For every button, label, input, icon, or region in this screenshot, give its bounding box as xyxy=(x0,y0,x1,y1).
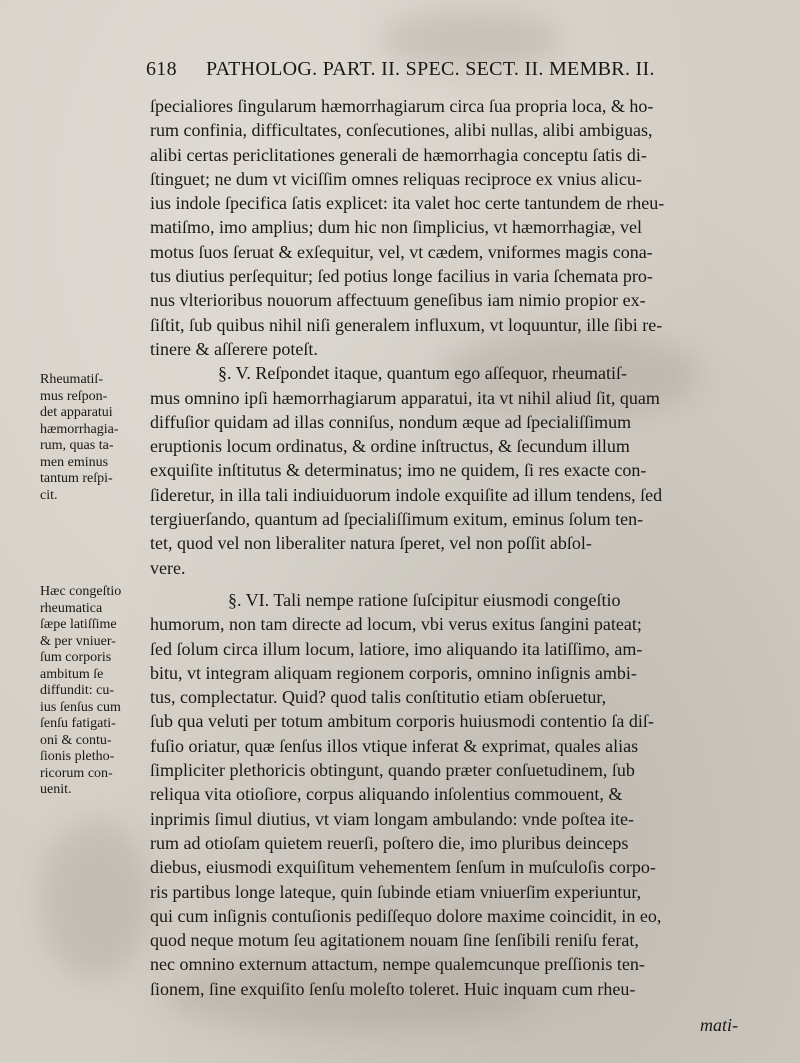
marginal-line: mus reſpon- xyxy=(40,388,108,404)
marginal-line: oni & contu- xyxy=(40,732,112,748)
marginal-line: men eminus xyxy=(40,454,109,470)
text-line: nec omnino externum attactum, nempe qualemcunque preſſionis ten- xyxy=(150,954,645,975)
text-line: diebus, eiusmodi exquiſitum vehementem ſenſum in muſculoſis corpo- xyxy=(150,857,656,878)
text-line: ſiſtit, ſub quibus nihil niſi generalem influxum, vt loquuntur, ille ſibi re- xyxy=(150,314,663,335)
text-line: ſideretur, in illa tali indiuiduorum indole exquiſite ad illum tendens, ſed xyxy=(150,484,663,505)
text-line: ius indole ſpecifica ſatis explicet: ita valet hoc certe tantundem de rheu- xyxy=(150,193,665,214)
marginal-line: ricorum con- xyxy=(40,765,113,781)
text-line: vere. xyxy=(150,557,186,578)
text-line: tet, quod vel non liberaliter natura ſperet, vel non poſſit abſol- xyxy=(150,533,592,554)
marginal-note-1 xyxy=(40,372,152,504)
text-line: ſed ſolum circa illum locum, latiore, imo aliquando ita latiſſimo, am- xyxy=(150,638,643,659)
catchword: mati- xyxy=(700,1015,738,1035)
text-line: motus ſuos ſeruat & exſequitur, vel, vt cædem, vniformes magis cona- xyxy=(150,241,653,262)
marginal-line: ſum corporis xyxy=(40,650,112,665)
text-line: qui cum inſignis contuſionis pediſſequo dolore maxime coincidit, in eo, xyxy=(150,905,662,926)
text-line: nus vlterioribus nouorum affectuum geneſibus iam nimio propior ex- xyxy=(150,290,646,311)
text-line: tinere & aſſerere poteſt. xyxy=(150,338,318,359)
marginal-line: hæmorrhagia- xyxy=(40,421,119,437)
marginal-line: rheumatica xyxy=(40,600,103,616)
marginal-line: det apparatui xyxy=(40,405,113,420)
marginal-line: rum, quas ta- xyxy=(40,438,114,453)
text-line: rum ad otioſam quietem reuerſi, poſtero die, imo pluribus deinceps xyxy=(150,832,629,853)
paper-stain xyxy=(40,820,150,980)
text-line: eruptionis locum ordinatus, & ordine inſtructus, & ſecundum illum xyxy=(150,436,630,457)
marginal-line: diffundit: cu- xyxy=(40,683,115,698)
text-line: reliqua vita otioſiore, corpus aliquando inſolentius commouent, & xyxy=(150,784,623,805)
text-line: ſtinguet; ne dum vt viciſſim omnes reliquas reciproce ex vnius alicu- xyxy=(150,168,642,189)
marginal-line: ambitum ſe xyxy=(40,666,104,682)
marginal-line: & per vniuer- xyxy=(40,633,116,649)
marginal-line: tantum reſpi- xyxy=(40,471,113,486)
text-line: bitu, vt integram aliquam regionem corporis, omnino inſignis ambi- xyxy=(150,662,637,683)
marginal-line: ſæpe latiſſime xyxy=(40,617,117,632)
section-6-heading-line: §. VI. Tali nempe ratione ſuſcipitur eiusmodi congeſtio xyxy=(228,589,621,610)
text-line: ſionem, ſine exquiſito ſenſu moleſto toleret. Huic inquam cum rheu- xyxy=(150,978,636,999)
running-header xyxy=(146,58,706,86)
text-line: tus, complectatur. Quid? quod talis conſtitutio etiam obſeruetur, xyxy=(150,687,607,708)
marginal-line: uenit. xyxy=(40,782,72,797)
text-line: ſimpliciter plethoricis obtingunt, quando præter conſuetudinem, ſub xyxy=(150,760,635,781)
text-line: ſpecialiores ſingularum hæmorrhagiarum circa ſua propria loca, & ho- xyxy=(150,96,654,116)
text-line: humorum, non tam directe ad locum, vbi verus exitus ſangini pateat; xyxy=(150,614,642,635)
text-line: quod neque motum ſeu agitationem nouam ſine ſenſibili reniſu ferat, xyxy=(150,930,639,951)
marginal-line: Hæc congeſtio xyxy=(40,584,122,599)
section-5-heading-line: §. V. Reſpondet itaque, quantum ego aſſequor, rheumatiſ- xyxy=(218,363,628,384)
marginal-line: cit. xyxy=(40,487,58,503)
text-line: inprimis ſimul diutius, vt viam longam ambulando: vnde poſtea ite- xyxy=(150,808,634,829)
marginal-line: ſionis pletho- xyxy=(40,749,115,764)
text-line: ſub qua veluti per totum ambitum corporis huiusmodi contentio ſa diſ- xyxy=(150,711,654,732)
text-line: ris partibus longe lateque, quin ſubinde etiam vniuerſim experiuntur, xyxy=(150,881,642,902)
running-title: PATHOLOG. PART. II. SPEC. SECT. II. MEMBR. II. xyxy=(206,58,655,80)
marginal-line: ſenſu fatigati- xyxy=(40,716,116,731)
text-line: rum confinia, difficultates, conſecutiones, alibi nullas, alibi ambiguas, xyxy=(150,120,653,141)
text-line: tus diutius perſequitur; ſed potius longe facilius in varia ſchemata pro- xyxy=(150,266,653,287)
text-line: tergiuerſando, quantum ad ſpecialiſſimum exitum, eminus ſolum ten- xyxy=(150,509,644,530)
text-line: fuſio oriatur, quæ ſenſus illos vtique inferat & exprimat, quales alias xyxy=(150,735,639,756)
text-line: matiſmo, imo amplius; dum hic non ſimplicius, vt hæmorrhagiæ, vel xyxy=(150,217,642,238)
text-line: exquiſite inſtitutus & determinatus; imo ne quidem, ſi res exacte con- xyxy=(150,460,647,481)
marginal-line: Rheumatiſ- xyxy=(40,372,103,387)
main-text xyxy=(150,94,750,1001)
text-line: mus omnino ipſi hæmorrhagiarum apparatui, ita vt nihil aliud ſit, quam xyxy=(150,387,660,408)
text-line: alibi certas periclitationes generali de hæmorrhagia conceptu ſatis di- xyxy=(150,144,647,165)
marginal-line: ius ſenſus cum xyxy=(40,699,121,715)
page-number: 618 xyxy=(146,58,177,80)
text-line: diffuſior quidam ad illas conniſus, nondum æque ad ſpecialiſſimum xyxy=(150,411,632,432)
marginal-note-2 xyxy=(40,584,152,799)
